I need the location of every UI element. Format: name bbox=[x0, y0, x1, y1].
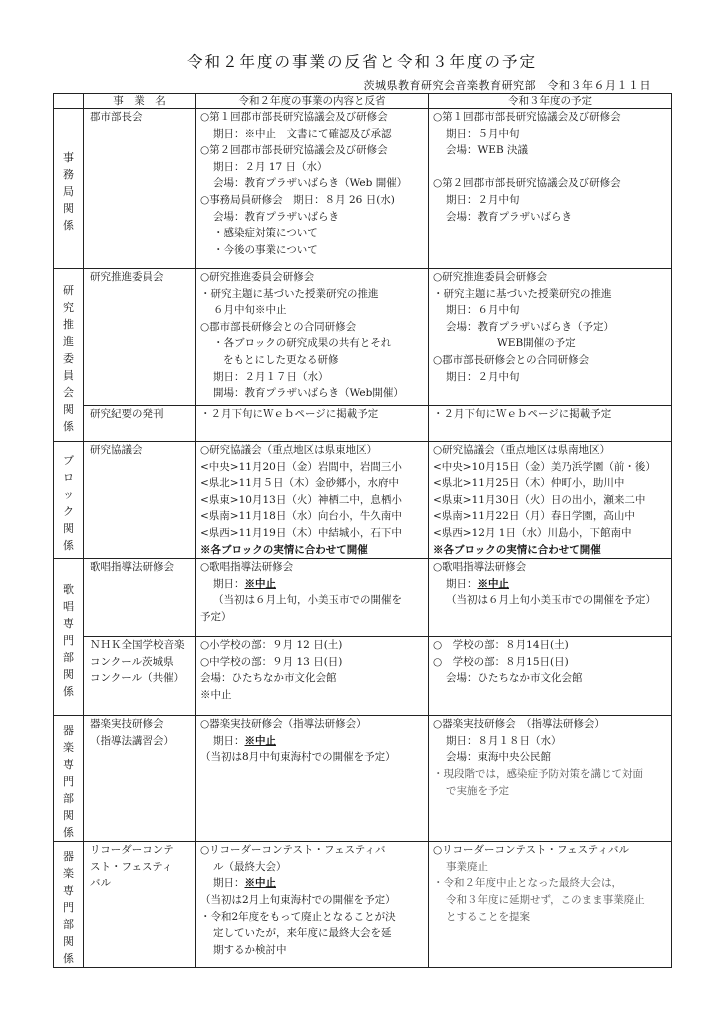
cancelled-mark: ※中止 bbox=[477, 577, 509, 590]
table-row bbox=[54, 269, 672, 406]
cancelled-mark: ※中止 bbox=[244, 734, 276, 747]
table-row bbox=[54, 842, 672, 968]
r3-content: ○ 学校の部：８月14日(土) ○ 学校の部：８月15日(日) 会場：ひたちなか市文化会館 bbox=[429, 637, 672, 716]
header-blank bbox=[54, 94, 84, 109]
category-kasho: 歌 唱 専 門 部 関 係 bbox=[54, 559, 84, 716]
table-row bbox=[54, 442, 672, 559]
r2-content: ○器楽実技研修会（指導法研修会） 期日：※中止 （当初は8月中旬東海村での開催を予定） bbox=[196, 716, 429, 842]
header-r2: 令和２年度の事業の内容と反省 bbox=[196, 94, 429, 109]
cancelled-mark: ※中止 bbox=[244, 877, 276, 890]
table-row bbox=[54, 109, 672, 269]
r3-content: ○第１回郡市部長研究協議会及び研修会 期日：５月中旬 会場：WEB 決議 ○第２回郡市部長研究協議会及び研修会 期日：２月中旬 会場：教育プラザいばらき bbox=[429, 109, 672, 269]
cancelled-mark: ※中止 bbox=[244, 577, 276, 590]
r2-content: ○歌唱指導法研修会 期日：※中止 （当初は６月上旬，小美玉市での開催を 予定） bbox=[196, 559, 429, 637]
category-kenkyu: 研 究 推 進 委 員 会 関 係 bbox=[54, 269, 84, 442]
category-kigaku: 器 楽 専 門 部 関 係 bbox=[54, 716, 84, 842]
table-row bbox=[54, 637, 672, 716]
table-row bbox=[54, 559, 672, 637]
table-row bbox=[54, 406, 672, 442]
category-kigaku-2: 器 楽 専 門 部 関 係 bbox=[54, 842, 84, 968]
event-name: 器楽実技研修会 （指導法講習会） bbox=[84, 716, 196, 842]
r3-content: ○歌唱指導法研修会 期日：※中止 （当初は６月上旬小美玉市での開催を予定） bbox=[429, 559, 672, 637]
table-row bbox=[54, 716, 672, 842]
r2-content: ○リコーダーコンテスト・フェスティバ ル（最終大会） 期日：※中止 （当初は2月上旬東海村での開催を予定） ・令和2年度をもって廃止となることが決 定していたが，来年度に最終大会を延 期するか検討中 bbox=[196, 842, 429, 968]
r2-content: ○研究協議会（重点地区は県東地区） <中央>11月20日（金）岩間中，岩間三小 <県北>11月５日（木）金砂郷小，水府中 <県東>10月13日（火）神栖二中，息栖小 <県南>11月18日（水）向台小，牛久南中 <県西>11月19日（木）中結城小，石下中 ※各ブロックの実情に合わせて開催 bbox=[196, 442, 429, 559]
r2-content: ○小学校の部：９月 12 日(土) ○中学校の部：９月 13 日(日) 会場：ひたちなか市文化会館 ※中止 bbox=[196, 637, 429, 716]
event-name: 研究協議会 bbox=[84, 442, 196, 559]
event-name: 郡市部長会 bbox=[84, 109, 196, 269]
header-r3: 令和３年度の予定 bbox=[429, 94, 672, 109]
event-name: 歌唱指導法研修会 bbox=[84, 559, 196, 637]
event-name: ＮＨＫ全国学校音楽 コンクール茨城県 コンクール（共催） bbox=[84, 637, 196, 716]
header-event: 事 業 名 bbox=[84, 94, 196, 109]
r3-content: ・２月下旬にＷｅｂページに掲載予定 bbox=[429, 406, 672, 442]
event-name: リコーダーコンテ スト・フェスティ バル bbox=[84, 842, 196, 968]
r3-content: ○リコーダーコンテスト・フェスティバル 事業廃止 ・令和２年度中止となった最終大会は， 令和３年度に延期せず，このまま事業廃止 とすることを提案 bbox=[429, 842, 672, 968]
page-title: 令和２年度の事業の反省と令和３年度の予定 bbox=[186, 53, 537, 71]
event-name: 研究紀要の発刊 bbox=[84, 406, 196, 442]
r2-content: ○研究推進委員会研修会 ・研究主題に基づいた授業研究の推進 ６月中旬※中止 ○郡市部長研修会との合同研修会 ・各ブロックの研究成果の共有とそれ をもとにした更なる研修 期日：２月１７日（水） 開場：教育プラザいばらき（Web開催） bbox=[196, 269, 429, 406]
r3-content: ○研究推進委員会研修会 ・研究主題に基づいた授業研究の推進 期日：６月中旬 会場：教育プラザいばらき（予定） WEB開催の予定 ○郡市部長研修会との合同研修会 期日：２月中旬 bbox=[429, 269, 672, 406]
event-name: 研究推進委員会 bbox=[84, 269, 196, 406]
plan-table bbox=[53, 93, 672, 968]
category-block: ブ ロ ッ ク 関 係 bbox=[54, 442, 84, 559]
category-jimukyoku: 事 務 局 関 係 bbox=[54, 109, 84, 269]
r3-content: ○研究協議会（重点地区は県南地区） <中央>10月15日（金）美乃浜学園（前・後） <県北>11月25日（木）仲町小，助川中 <県東>11月30日（火）日の出小，瀬来二中 <県南>11月22日（月）春日学園，高山中 <県西>12月 1日（水）川島小，下館南中 ※各ブロックの実情に合わせて開催 bbox=[429, 442, 672, 559]
r3-content: ○器楽実技研修会 （指導法研修会） 期日：８月１８日（水） 会場：東海中央公民館 ・現段階では，感染症予防対策を講じて対面 で実施を予定 bbox=[429, 716, 672, 842]
table-header-row bbox=[54, 94, 672, 109]
page-subtitle: 茨城県教育研究会音楽教育研究部 令和３年６月１１日 bbox=[363, 79, 651, 92]
r2-content: ○第１回郡市部長研究協議会及び研修会 期日：※中止 文書にて確認及び承認 ○第２回郡市部長研究協議会及び研修会 期日：２月 17 日（水） 会場：教育プラザいばらき（Web 開催） ○事務局員研修会 期日：８月 26 日(水) 会場：教育プラザいばらき ・感染症対策について ・今後の事業について bbox=[196, 109, 429, 269]
r2-content: ・２月下旬にＷｅｂページに掲載予定 bbox=[196, 406, 429, 442]
